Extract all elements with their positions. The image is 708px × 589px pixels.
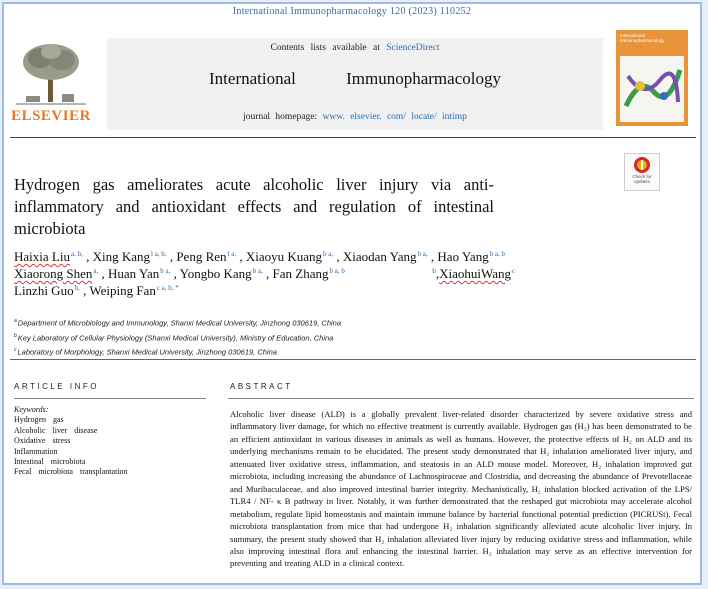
affiliation: $^a$Department of Microbiology and Immunology, Shanxi Medical University, Jinzhong 030619, China xyxy=(14,318,342,328)
article-page xyxy=(2,2,702,585)
homepage-line xyxy=(107,112,603,122)
author[interactable]: Weiping Fan$^{c a, b, *}$ xyxy=(89,283,179,298)
article-title: Hydrogen gas ameliorates acute alcoholic liver injury via anti- inflammatory and antioxidant effects and regulation of intestinal microbiota xyxy=(14,175,494,238)
check-updates-label-2: updates xyxy=(633,179,650,184)
section-rule xyxy=(10,359,696,360)
abstract-body: Alcoholic liver disease (ALD) is a globally prevalent liver-related disorder characterized by severe oxidative stress and inflammatory liver damage, for which no effective treatment is currently available. Hydrogen gas (H₂) has been demonstrated to be an efficient antioxidant in various diseases in animals as well as humans. However, the protective effects of H₂ on ALD and its underlying mechanisms remain to be elucidated. The present study demonstrated that H₂ inhalation ameliorated liver injury, and attenuated liver oxidative stress, inflammation, and steatosis in an ALD mouse model. Moreover, H₂ inhalation improved gut microbiota, including increasing the abundance of Lachnospiraceae and Clostridia, and decreasing the abundance of Prevotellaceae and Muribaculaceae, and also improved intestinal barrier integrity. Mechanistically, H₂ inhalation blocked activation of the LPS/ TLR4 / NF- κ B pathway in liver. Notably, it was further demonstrated that the reshaped gut microbiota may accelerate alcohol metabolism, regulate lipid homeostasis and maintain immune balance by bacterial functional potential prediction (PICRUSt). Fecal microbiota transplantation from mice that had undergone H₂ inhalation significantly alleviated acute alcoholic liver injury. In summary, the present study showed that H₂ inhalation alleviated liver injury by reducing oxidative stress and inflammation, while also improving intestinal flora and enhancing the intestinal barrier. H₂ inhalation may serve as an effective intervention for preventing and treating ALD in a clinical context. xyxy=(230,409,692,569)
cover-molecule-image xyxy=(620,56,684,122)
journal-title: International Immunopharmacology xyxy=(209,69,501,88)
author[interactable]: Yongbo Kang$^{b a,}$ xyxy=(179,266,263,281)
affiliation-list xyxy=(14,315,614,359)
author-list: Haixia Liu$^{a, b,}$ , Xing Kang$^{l a, b,}$ , Peng Ren$^{l a,}$ , Xiaoyu Kuang$^{b a,}$ , Xiaodan Yang$^{b a,}$ , Hao Yang$^{b a, b}$ Xiaorong Shen$^{a,}$ , Huan Yan$^{b a,}$ , Yongbo Kang$^{b a,}$ , Fan Zhang$^{b a, b}$ $^b$,XiaohuiWang$^c$ Linzhi Guo$^{b,}$ , Weiping Fan$^{c a, b, *}$ xyxy=(14,249,516,298)
check-for-updates-button[interactable] xyxy=(624,153,660,191)
article-info-rule xyxy=(14,398,206,399)
affiliation: $^b$Key Laboratory of Cellular Physiology (Shanxi Medical University), Ministry of Education, China xyxy=(14,332,334,342)
publisher-name: ELSEVIER xyxy=(11,108,91,124)
author[interactable]: Linzhi Guo$^{b,}$ xyxy=(14,283,80,298)
author[interactable]: Peng Ren$^{l a,}$ xyxy=(176,249,237,264)
homepage-prefix: journal homepage: xyxy=(243,112,318,122)
keyword[interactable]: Hydrogen gas xyxy=(14,415,64,425)
affiliation: $^c$Laboratory of Morphology, Shanxi Medical University, Jinzhong 030619, China xyxy=(14,347,277,357)
author[interactable]: Huan Yan$^{b a,}$ xyxy=(107,266,171,281)
journal-reference[interactable]: International Immunopharmacology 120 (2023) 110252 xyxy=(232,6,472,17)
author[interactable]: Xiaodan Yang$^{b a,}$ xyxy=(342,249,428,264)
abstract-rule xyxy=(228,398,694,399)
author[interactable]: Xiaorong Shen$^{a,}$ xyxy=(14,266,99,281)
author[interactable]: Xing Kang$^{l a, b,}$ xyxy=(92,249,167,264)
check-updates-label-1: Check for xyxy=(632,174,652,179)
article-info-heading: ARTICLE INFO xyxy=(14,382,99,391)
check-updates-icon xyxy=(633,156,651,174)
author[interactable]: Fan Zhang$^{b a, b}$ xyxy=(272,266,345,281)
sciencedirect-link[interactable]: ScienceDirect xyxy=(386,43,440,53)
keyword[interactable]: Fecal microbiota transplantation xyxy=(14,467,128,477)
elsevier-tree-icon xyxy=(16,42,86,106)
journal-masthead xyxy=(107,38,603,130)
keyword[interactable]: Inflammation xyxy=(14,446,58,456)
author[interactable]: Hao Yang$^{b a, b}$ xyxy=(437,249,506,264)
author[interactable]: Xiaoyu Kuang$^{b a,}$ xyxy=(245,249,334,264)
author[interactable]: Haixia Liu$^{a, b,}$ xyxy=(14,249,83,264)
contents-line xyxy=(107,43,603,53)
keyword[interactable]: Alcoholic liver disease xyxy=(14,425,98,435)
journal-homepage-link[interactable]: www. elsevier. com/ locate/ intimp xyxy=(322,112,467,122)
keywords-label: Keywords: xyxy=(14,405,49,414)
publisher-logo xyxy=(10,42,92,128)
keyword[interactable]: Intestinal microbiota xyxy=(14,457,86,467)
keywords-list xyxy=(14,405,214,478)
header-rule xyxy=(10,137,696,138)
contents-prefix: Contents lists available at xyxy=(270,43,380,53)
abstract-heading: ABSTRACT xyxy=(230,382,293,391)
author[interactable]: $^b$,XiaohuiWang$^c$ xyxy=(432,266,516,281)
cover-title: International Immunopharmacology xyxy=(620,33,665,43)
journal-cover[interactable] xyxy=(616,30,688,126)
keyword[interactable]: Oxidative stress xyxy=(14,436,71,446)
